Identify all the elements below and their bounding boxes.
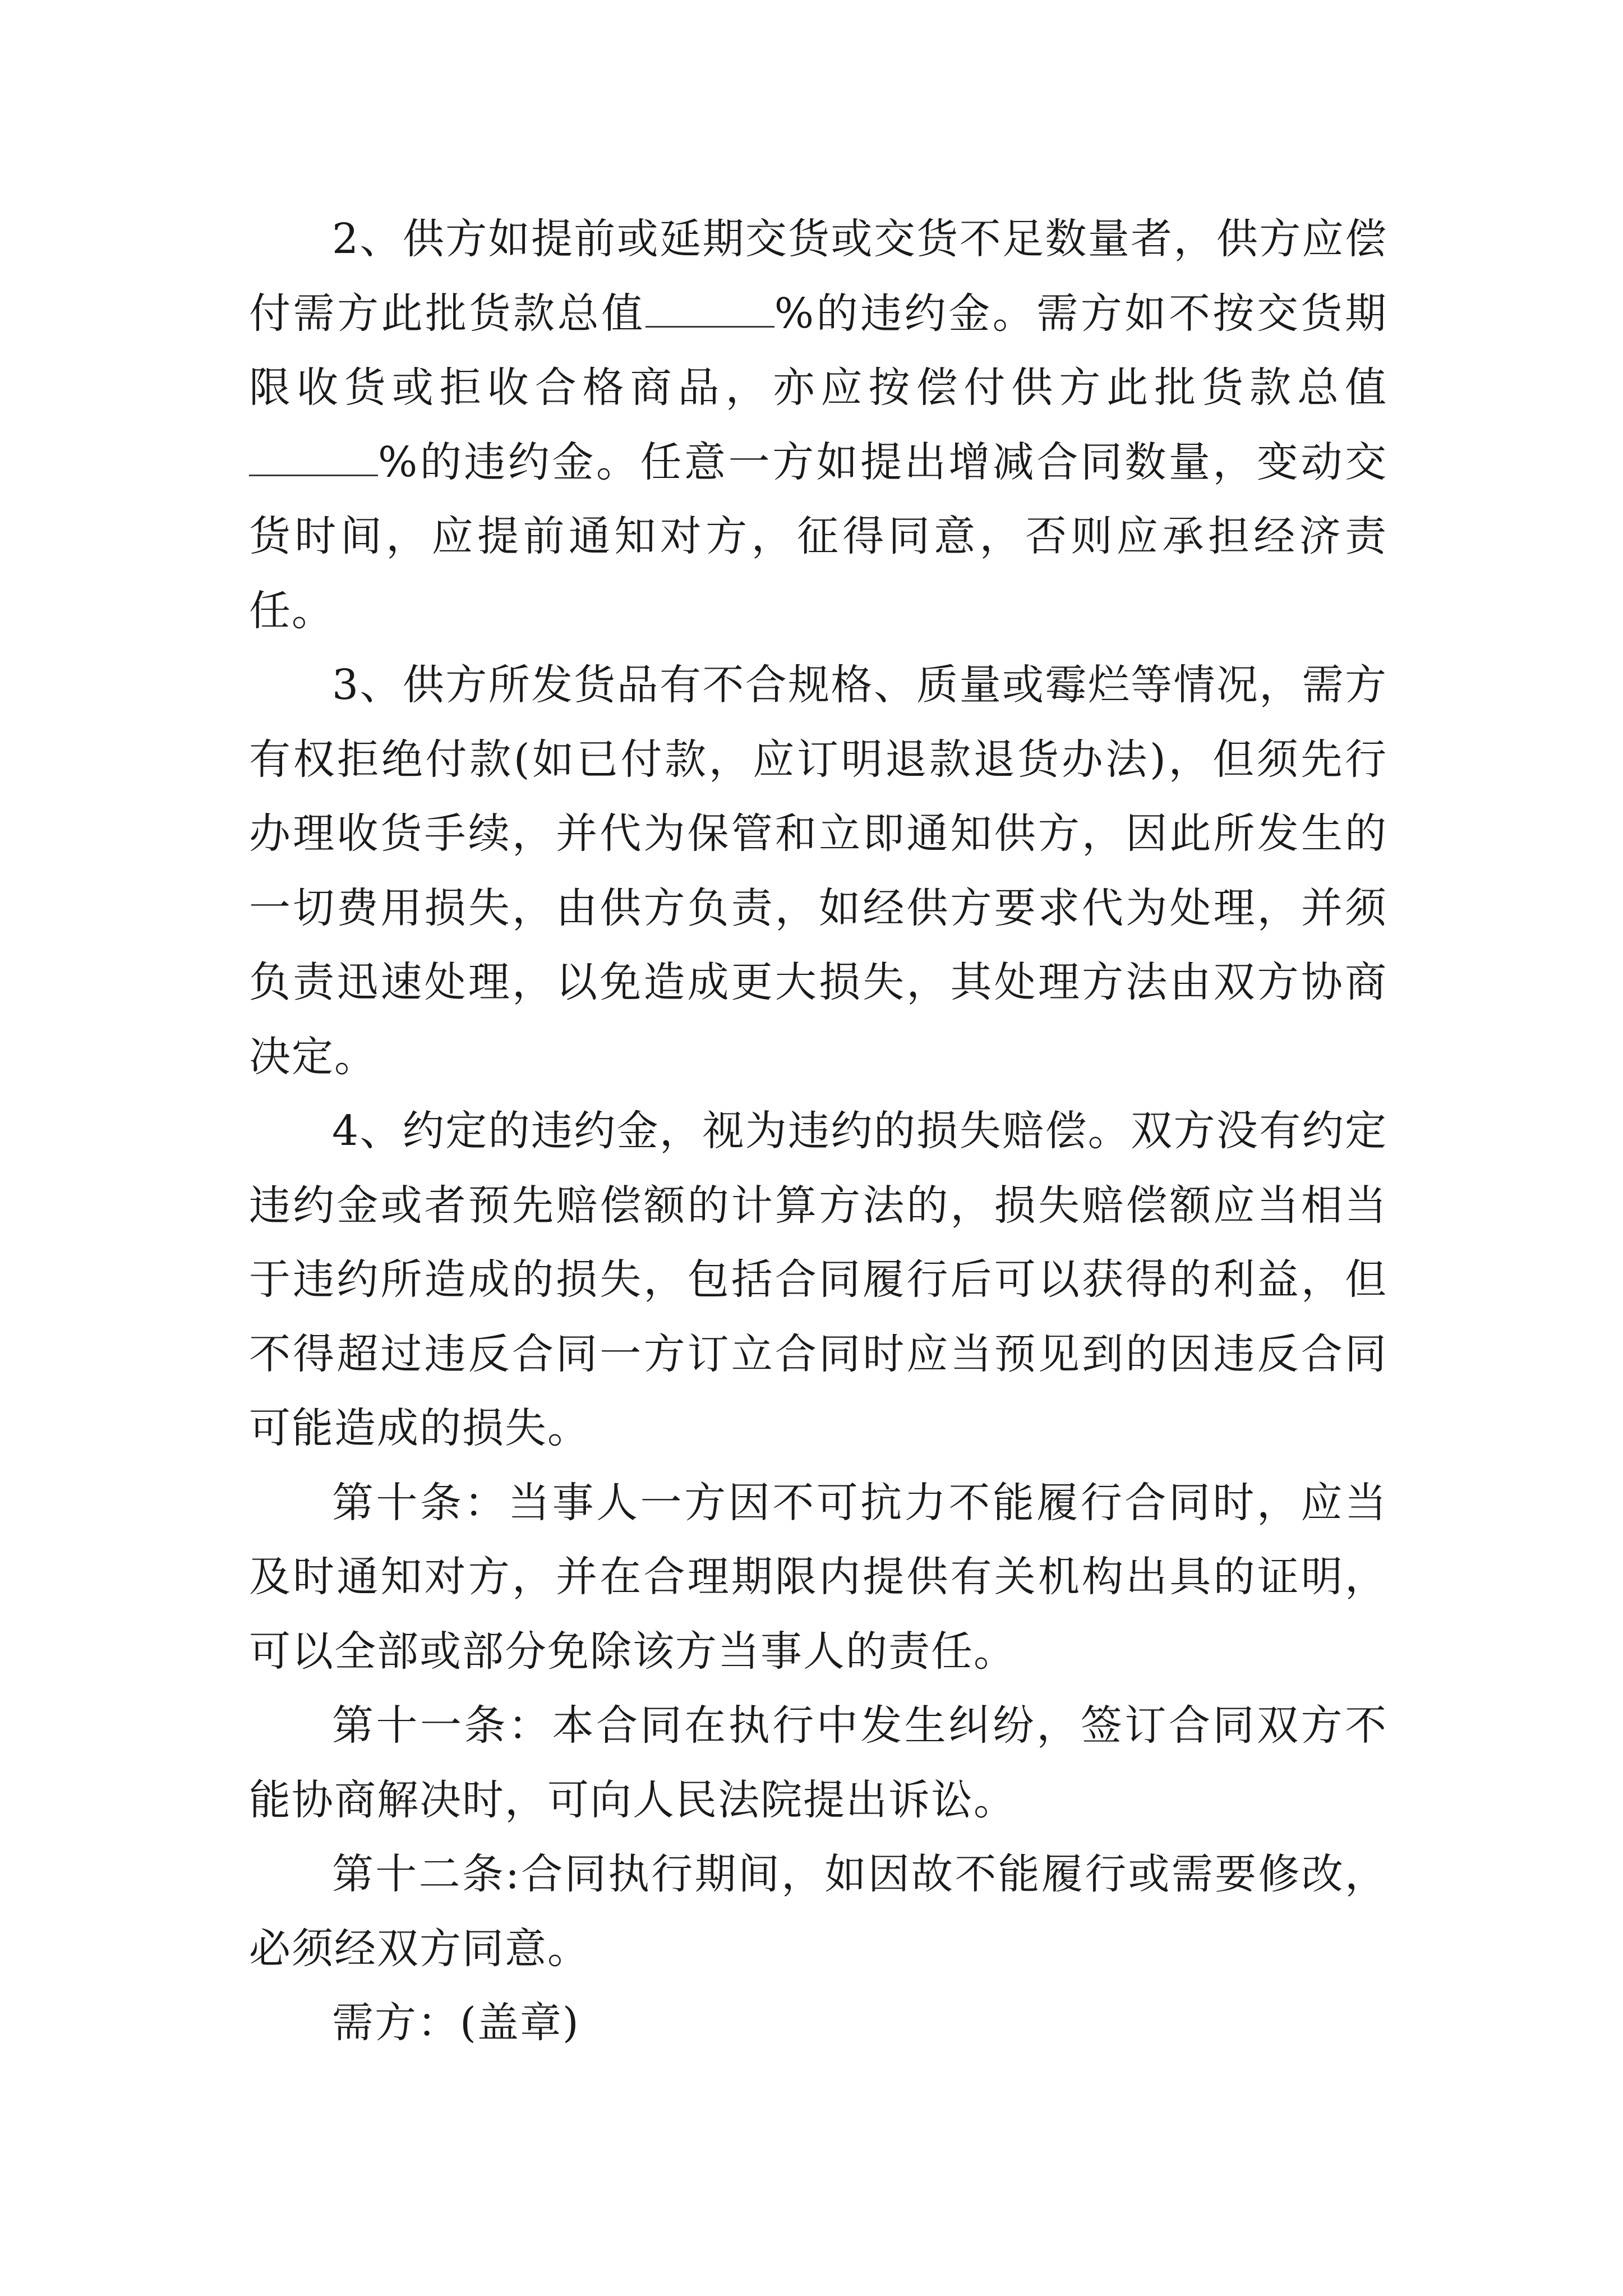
- clause-2-text-b: %的违约金。需方如不按交货期限收货或拒收合格商品，亦应按偿付供方此批货款总值: [249, 289, 1387, 412]
- buyer-seal-line: 需方：(盖章): [332, 1999, 580, 2047]
- clause-3-paragraph: 3、供方所发货品有不合规格、质量或霉烂等情况，需方有权拒绝付款(如已付款，应订明退款退货办法)，但须先行办理收货手续，并代为保管和立即通知供方，因此所发生的一切费用损失，由供方负责，如经供方要求代为处理，并须负责迅速处理，以免造成更大损失，其处理方法由双方协商决定。: [249, 661, 1387, 1081]
- article-12-paragraph: 第十二条:合同执行期间，如因故不能履行或需要修改，必须经双方同意。: [249, 1850, 1387, 1973]
- clause-2-paragraph: [249, 202, 1387, 648]
- article-11-paragraph: 第十一条：本合同在执行中发生纠纷，签订合同双方不能协商解决时，可向人民法院提出诉讼。: [249, 1701, 1387, 1824]
- contract-body: [249, 202, 1387, 2060]
- article-10-paragraph: 第十条：当事人一方因不可抗力不能履行合同时，应当及时通知对方，并在合理期限内提供有关机构出具的证明，可以全部或部分免除该方当事人的责任。: [249, 1478, 1387, 1676]
- penalty-rate-blank-1: [645, 293, 774, 328]
- clause-2-text-a: 2、供方如提前或延期交货或交货不足数量者，供方应偿付需方此批货款总值: [249, 215, 1387, 338]
- clause-2-text-c: %的违约金。任意一方如提出增减合同数量，变动交货时间，应提前通知对方，征得同意，否则应承担经济责任。: [249, 438, 1387, 635]
- penalty-rate-blank-2: [249, 442, 378, 476]
- clause-4-paragraph: 4、约定的违约金，视为违约的损失赔偿。双方没有约定违约金或者预先赔偿额的计算方法的，损失赔偿额应当相当于违约所造成的损失，包括合同履行后可以获得的利益，但不得超过违反合同一方订立合同时应当预见到的因违反合同可能造成的损失。: [249, 1107, 1387, 1452]
